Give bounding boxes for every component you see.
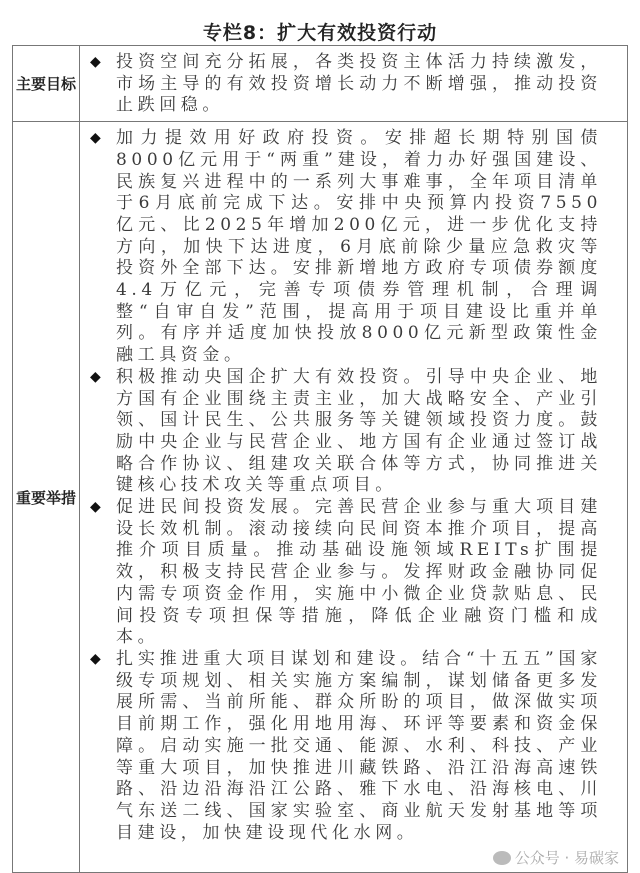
row-label: 重要举措 — [13, 122, 80, 873]
list-item — [90, 497, 623, 649]
row-content — [80, 46, 628, 122]
watermark-text: 公众号 · 易碳家 — [514, 849, 619, 868]
row-label: 主要目标 — [13, 46, 80, 122]
watermark — [90, 848, 623, 868]
page-title: 专栏8：扩大有效投资行动 — [202, 22, 438, 44]
item-text: 促进民间投资发展。完善民营企业参与重大项目建设长效机制。滚动接续向民间资本推介项目，提高推介项目质量。推动基础设施领域REITs扩围提效，积极支持民营企业参与。发挥财政金融协同促内需专项资金作用，实施中小微企业贷款贴息、民间投资专项担保等措施，降低企业融资门槛和成本。 — [116, 497, 602, 648]
diamond-bullet-icon: ◆ — [90, 130, 101, 147]
row-content — [80, 122, 628, 873]
diamond-bullet-icon: ◆ — [90, 54, 101, 70]
item-text: 扎实推进重大项目谋划和建设。结合“十五五”国家级专项规划、相关实施方案编制，谋划储备更多发展所需、当前所能、群众所盼的项目，做深做实项目前期工作，强化用地用海、环评等要素和资金保障。启动实施一批交通、能源、水利、科技、产业等重大项目，加快推进川藏铁路、沿江沿海高速铁路、沿边沿海沿江公路、雅下水电、沿海核电、川气东送二线、国家实验室、商业航天发射基地等项目建设，加快建设现代化水网。 — [116, 648, 602, 843]
wechat-icon — [493, 851, 511, 865]
item-text: 投资空间充分拓展，各类投资主体活力持续激发，市场主导的有效投资增长动力不断增强，推动投资止跌回稳。 — [116, 52, 602, 116]
diamond-bullet-icon: ◆ — [90, 499, 101, 516]
list-item — [90, 128, 623, 367]
list-item — [90, 649, 623, 844]
diamond-bullet-icon: ◆ — [90, 650, 101, 667]
item-text: 加力提效用好政府投资。安排超长期特别国债8000亿元用于“两重”建设，着力办好强国建设、民族复兴进程中的一系列大事难事，全年项目清单于6月底前完成下达。安排中央预算内投资7550亿元、比2025年增加200亿元，进一步优化支持方向，加快下达进度，6月底前除少量应急救灾等投资外全部下达。安排新增地方政府专项债券额度4.4万亿元，完善专项债券管理机制，合理调整“自审自发”范围，提高用于项目建设比重并单列。有序并适度加快投放8000亿元新型政策性金融工具资金。 — [116, 128, 602, 366]
list-item — [90, 52, 623, 117]
list-item — [90, 367, 623, 497]
table-row-main-goals — [13, 46, 628, 122]
action-table — [12, 45, 628, 873]
table-row-key-measures — [13, 122, 628, 873]
diamond-bullet-icon: ◆ — [90, 368, 101, 385]
item-text: 积极推动央国企扩大有效投资。引导中央企业、地方国有企业围绕主责主业，加大战略安全、产业引领、国计民生、公共服务等关键领域投资力度。鼓励中央企业与民营企业、地方国有企业通过签订战略合作协议、组建攻关联合体等方式，协同推进关键核心技术攻关等重点项目。 — [116, 366, 602, 496]
